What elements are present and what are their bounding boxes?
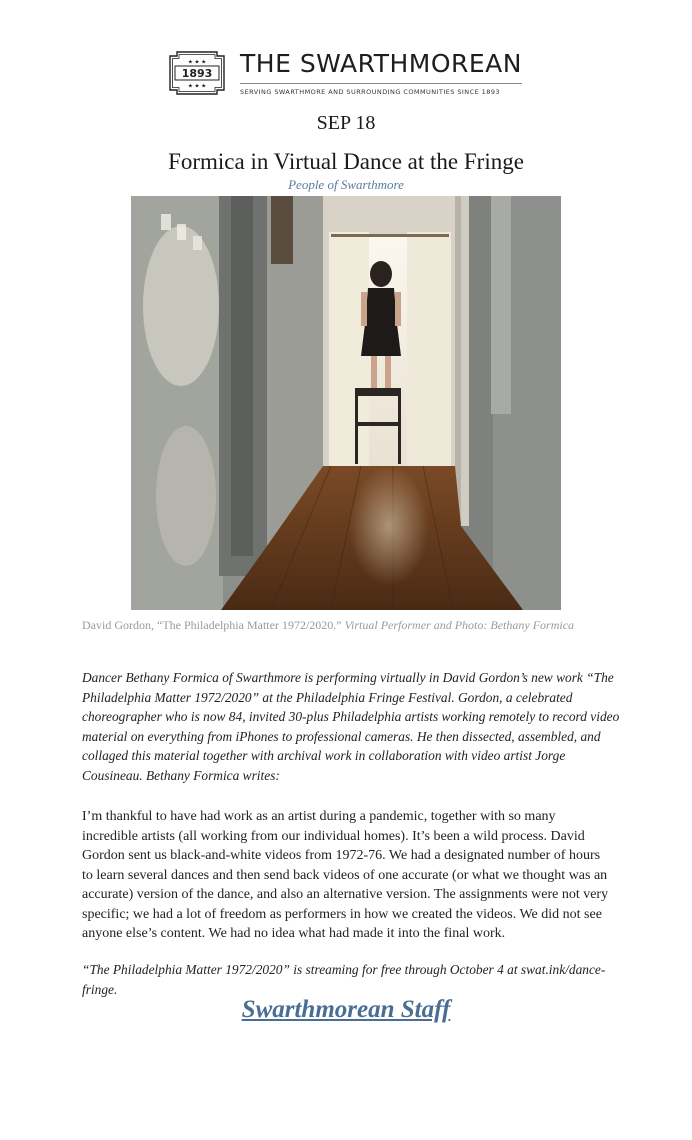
newspaper-badge-logo bbox=[168, 50, 226, 96]
photo-caption bbox=[82, 617, 582, 634]
hallway-dancer-photo bbox=[131, 196, 561, 610]
masthead bbox=[168, 50, 524, 100]
article-closing: “The Philadelphia Matter 1972/2020” is streaming for free through October 4 at swat.ink/dance-fringe. bbox=[82, 962, 606, 997]
article-title: Formica in Virtual Dance at the Fringe bbox=[168, 149, 524, 174]
svg-text:★ ★ ★: ★ ★ ★ bbox=[187, 59, 207, 66]
caption-text: David Gordon, “The Philadelphia Matter 1972/2020.” bbox=[82, 618, 342, 632]
caption-credit: Virtual Performer and Photo: Bethany Formica bbox=[344, 618, 575, 632]
svg-text:★ ★ ★: ★ ★ ★ bbox=[187, 83, 207, 90]
masthead-rule bbox=[240, 83, 522, 84]
article-body: I’m thankful to have had work as an artist during a pandemic, together with so many incredible artists (all working from our individual homes). It’s been a wild process. David Gordon sent us black-and-white videos from 1972-76. We had a designated number of hours to learn several dances and then send back videos of one accurate (or what we thought was an accurate) version of the dance, and also an alternative version. The assignments were not very specific; we had a lot of freedom as performers in how we created the videos. We did not see anyone else’s content. We had no idea what had made it into the final work. bbox=[82, 809, 609, 941]
article-intro: Dancer Bethany Formica of Swarthmore is performing virtually in David Gordon’s new work “The Philadelphia Matter 1972/2020” at the Philadelphia Fringe Festival. Gordon, a celebrated choreographer who is now 84, invited 30-plus Philadelphia artists working remotely to record video material on everything from iPhones to professional cameras. He then dissected, assembled, and collaged this material together with archival work in collaboration with video artist Jorge Cousineau. Bethany Formica writes: bbox=[82, 670, 620, 783]
newspaper-tagline: SERVING SWARTHMORE AND SURROUNDING COMMUNITIES SINCE 1893 bbox=[240, 88, 501, 96]
article-photo bbox=[131, 196, 561, 610]
article-category-link[interactable]: People of Swarthmore bbox=[288, 177, 404, 192]
svg-text:1893: 1893 bbox=[181, 67, 213, 80]
author-link[interactable]: Swarthmorean Staff bbox=[241, 996, 451, 1023]
brand bbox=[240, 50, 522, 96]
article-date: SEP 18 bbox=[316, 112, 376, 134]
newspaper-name: THE SWARTHMOREAN bbox=[240, 49, 522, 78]
byline bbox=[0, 996, 692, 1024]
